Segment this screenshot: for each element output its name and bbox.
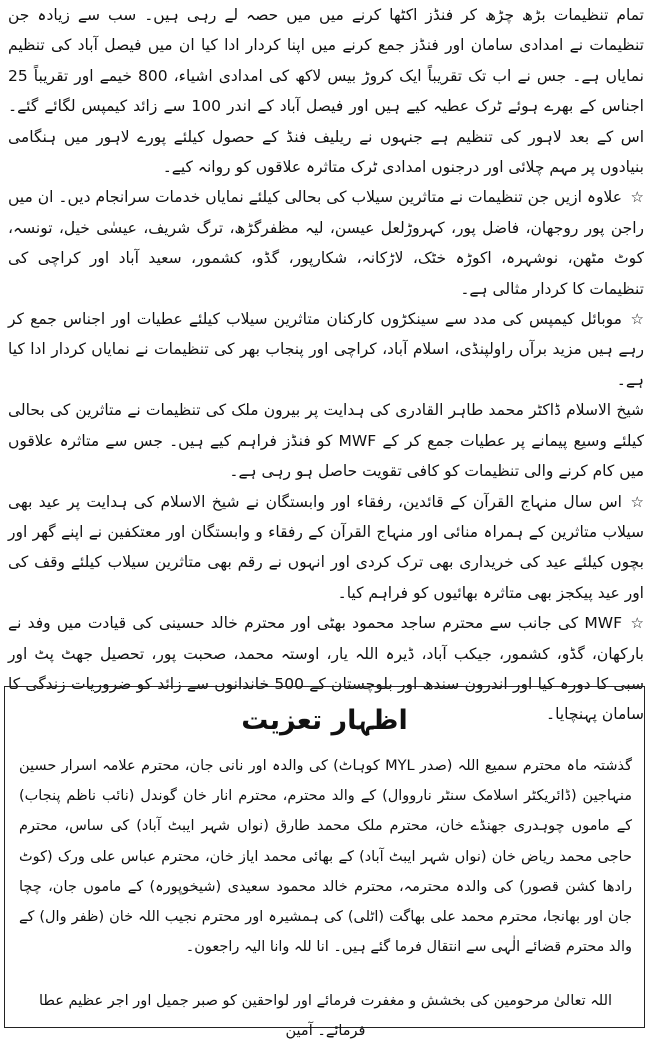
- paragraph-text: شیخ الاسلام ڈاکٹر محمد طاہر القادری کی ہدایت پر بیرون ملک کی تنظیمات نے متاثرین کی بحالی کیلئے وسیع پیمانے پر عطیات جمع کر کے MWF کو فنڈز فراہم کیے ہیں۔ جس سے متاثرہ علاقوں میں کام کرنے والی تنظیمات کو کافی تقویت حاصل ہو رہی ہے۔: [8, 401, 644, 481]
- paragraph-text: MWF کی جانب سے محترم ساجد محمود بھٹی اور محترم خالد حسینی کی قیادت میں وفد نے بارکھان، گڈو، کشمور، جیکب آباد، ڈیرہ اللہ یار، اوستہ محمد، صحبت پور، تحصیل جھٹ پٹ اور سبی کا دورہ کیا اور اندرون سندھ اور بلوچستان کے 500 خاندانوں سے زائد کو ضروریات زندگی کا سامان پہنچایا۔: [8, 614, 644, 724]
- paragraph-text: تمام تنظیمات بڑھ چڑھ کر فنڈز اکٹھا کرنے میں میں حصہ لے رہی ہیں۔ سب سے زیادہ جن تنظیمات نے امدادی سامان اور فنڈز جمع کرنے میں اپنا کردار ادا کیا ان میں فیصل آباد کی تنظیم نمایاں ہے۔ جس نے اب تک تقریباً ایک کروڑ بیس لاکھ کی امدادی اشیاء، 800 خیمے اور تقریباً 25 اجناس کے بھرے ہوئے ٹرک عطیہ کیے ہیں اور فیصل آباد کے اندر 100 سے زائد کیمپس لگائے گئے۔ اس کے بعد لاہور کی تنظیم ہے جنہوں نے ریلیف فنڈ کے حصول کیلئے پورے لاہور میں ہنگامی بنیادوں پر مہم چلائی اور درجنوں امدادی ٹرک متاثرہ علاقوں کو روانہ کیے۔: [8, 6, 644, 177]
- article-paragraph-4: [8, 395, 644, 486]
- star-bullet-icon: ☆: [630, 310, 644, 329]
- article-paragraph-3: [8, 304, 644, 395]
- condolence-title: اظہار تعزیت: [241, 705, 408, 736]
- article-paragraph-1: [8, 0, 644, 182]
- article-paragraph-5: [8, 487, 644, 609]
- star-bullet-icon: ☆: [630, 614, 644, 633]
- condolence-closing-prayer: اللہ تعالیٰ مرحومین کی بخشش و مغفرت فرمائے اور لواحقین کو صبر جمیل اور اجر عظیم عطا فرمائے۔ آمین: [38, 993, 613, 1039]
- condolence-notice-box: [4, 686, 645, 1039]
- star-bullet-icon: ☆: [630, 492, 644, 511]
- condolence-body: گذشتہ ماہ محترم سمیع اللہ (صدر MYL کوہاٹ) کی والدہ اور نانی جان، محترم علامہ اسرار حسین منہاجین (ڈائریکٹر اسلامک سنٹر نارووال) کے والد محترم، محترم انار خان گوندل (نائب ناظم پنجاب) کے ماموں چوہدری جھنڈے خان، محترم ملک محمد طارق (نواں شہر ایبٹ آباد) کی ساس، محترم حاجی محمد ریاض خان (نواں شہر ایبٹ آباد) کے بھائی محمد ایاز خان، محترم عباس علی ورک (کوٹ رادھا کشن قصور) کی والدہ محترمہ، محترم خالد محمود سعیدی (شیخوپورہ) کے ماموں جان، چچا جان اور بھانجا، محترم محمد علی بھاگت (اٹلی) کی ہمشیرہ اور محترم نجیب اللہ خان (ظفر وال) کے والد محترم قضائے الٰہی سے انتقال فرما گئے ہیں۔ انا للہ وانا الیہ راجعون۔: [19, 758, 632, 956]
- article-body: [8, 0, 644, 730]
- paragraph-text: اس سال منہاج القرآن کے قائدین، رفقاء اور وابستگان نے شیخ الاسلام کی ہدایت پر عید بھی سیلاب متاثرین کے ہمراہ منائی اور منہاج القرآن کے رفقاء و وابستگان اور معتکفین نے اپنے گھر اور بچوں کیلئے عید کی خریداری بھی ترک کردی اور انہوں نے رقم بھی متاثرین سیلاب کیلئے وقف کی اور عید پیکجز بھی متاثرہ بھائیوں کو فراہم کیا۔: [8, 492, 644, 602]
- paragraph-text: علاوہ ازیں جن تنظیمات نے متاثرین سیلاب کی بحالی کیلئے نمایاں خدمات سرانجام دیں۔ ان میں راجن پور روجھان، فاضل پور، کہروڑلعل عیسن، لیہ مظفرگڑھ، ترگ شریف، عیسٰی خیل، تونسہ، کوٹ مٹھن، نوشہرہ، اکوڑہ خٹک، لاڑکانہ، شکارپور، گڈو، کشمور، سعید آباد اور کراچی کی تنظیمات کا کردار مثالی ہے۔: [8, 188, 644, 298]
- article-paragraph-2: [8, 182, 644, 304]
- star-bullet-icon: ☆: [630, 188, 644, 207]
- paragraph-text: موبائل کیمپس کی مدد سے سینکڑوں کارکنان متاثرین سیلاب کیلئے عطیات اور اجناس جمع کر رہے ہیں مزید برآں راولپنڈی، اسلام آباد، کراچی اور پنجاب بھر کی تنظیمات نے نمایاں کردار ادا کیا ہے۔: [8, 310, 644, 389]
